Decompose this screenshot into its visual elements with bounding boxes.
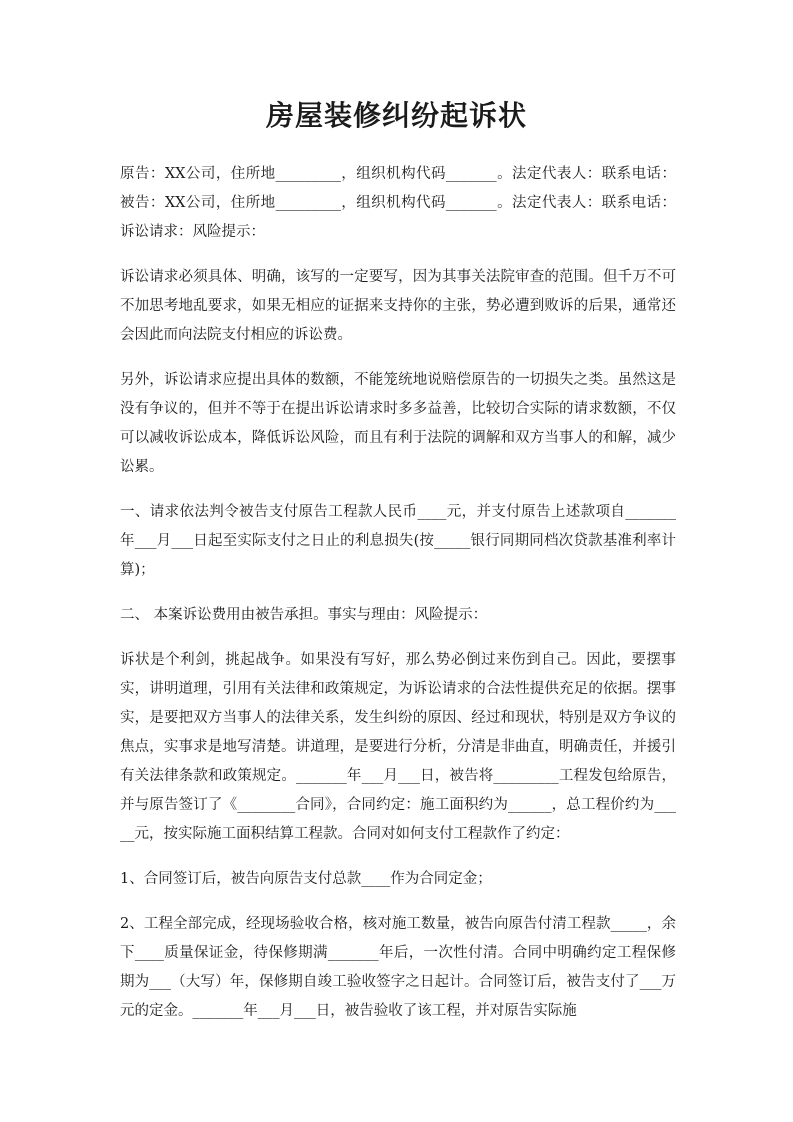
paragraph-request-one: 一、请求依法判令被告支付原告工程款人民币____元，并支付原告上述款项自_______年___月___日起至实际支付之日止的利息损失(按_____银行同期同档次贷款基准利率计算)；	[120, 504, 676, 578]
document-title: 房屋装修纠纷起诉状	[265, 99, 527, 132]
paragraph-item-one: 1、合同签订后，被告向原告支付总款____作为合同定金；	[120, 871, 492, 887]
document-body	[120, 160, 676, 1042]
paragraph-request-two: 二、 本案诉讼费用由被告承担。事实与理由：风险提示：	[120, 607, 488, 623]
paragraph-claim-amount: 另外，诉讼请求应提出具体的数额，不能笼统地说赔偿原告的一切损失之类。虽然这是没有争议的，但并不等于在提出诉讼请求时多多益善，比较切合实际的请求数额，不仅可以减收诉讼成本，降低诉讼风险，而且有利于法院的调解和双方当事人的和解，减少讼累。	[120, 372, 676, 475]
paragraph-claim-tips: 诉讼请求必须具体、明确，该写的一定要写，因为其事关法院审查的范围。但千万不可不加思考地乱要求，如果无相应的证据来支持你的主张，势必遭到败诉的后果，通常还会因此而向法院支付相应的诉讼费。	[120, 269, 676, 343]
paragraph-parties: 原告：XX公司，住所地_________，组织机构代码_______。法定代表人：联系电话：被告：XX公司，住所地_________，组织机构代码_______。法定代表人：联系电话：诉讼请求：风险提示：	[120, 166, 676, 240]
paragraph-facts: 诉状是个利剑，挑起战争。如果没有写好，那么势必倒过来伤到自己。因此，要摆事实，讲明道理，引用有关法律和政策规定，为诉讼请求的合法性提供充足的依据。摆事实，是要把双方当事人的法律关系，发生纠纷的原因、经过和现状，特别是双方争议的焦点，实事求是地写清楚。讲道理，是要进行分析，分清是非曲直，明确责任，并援引有关法律条款和政策规定。_______年___月___日，被告将_________工程发包给原告，并与原告签订了《________合同》，合同约定：施工面积约为______，总工程价约为_____元，按实际施工面积结算工程款。合同对如何支付工程款作了约定：	[120, 652, 676, 842]
paragraph-item-two: 2、工程全部完成，经现场验收合格，核对施工数量，被告向原告付清工程款_____，余下____质量保证金，待保修期满_______年后，一次性付清。合同中明确约定工程保修期为___（大写）年，保修期自竣工验收签字之日起计。合同签订后，被告支付了___万元的定金。_______年___月___日，被告验收了该工程，并对原告实际施	[120, 916, 676, 1019]
